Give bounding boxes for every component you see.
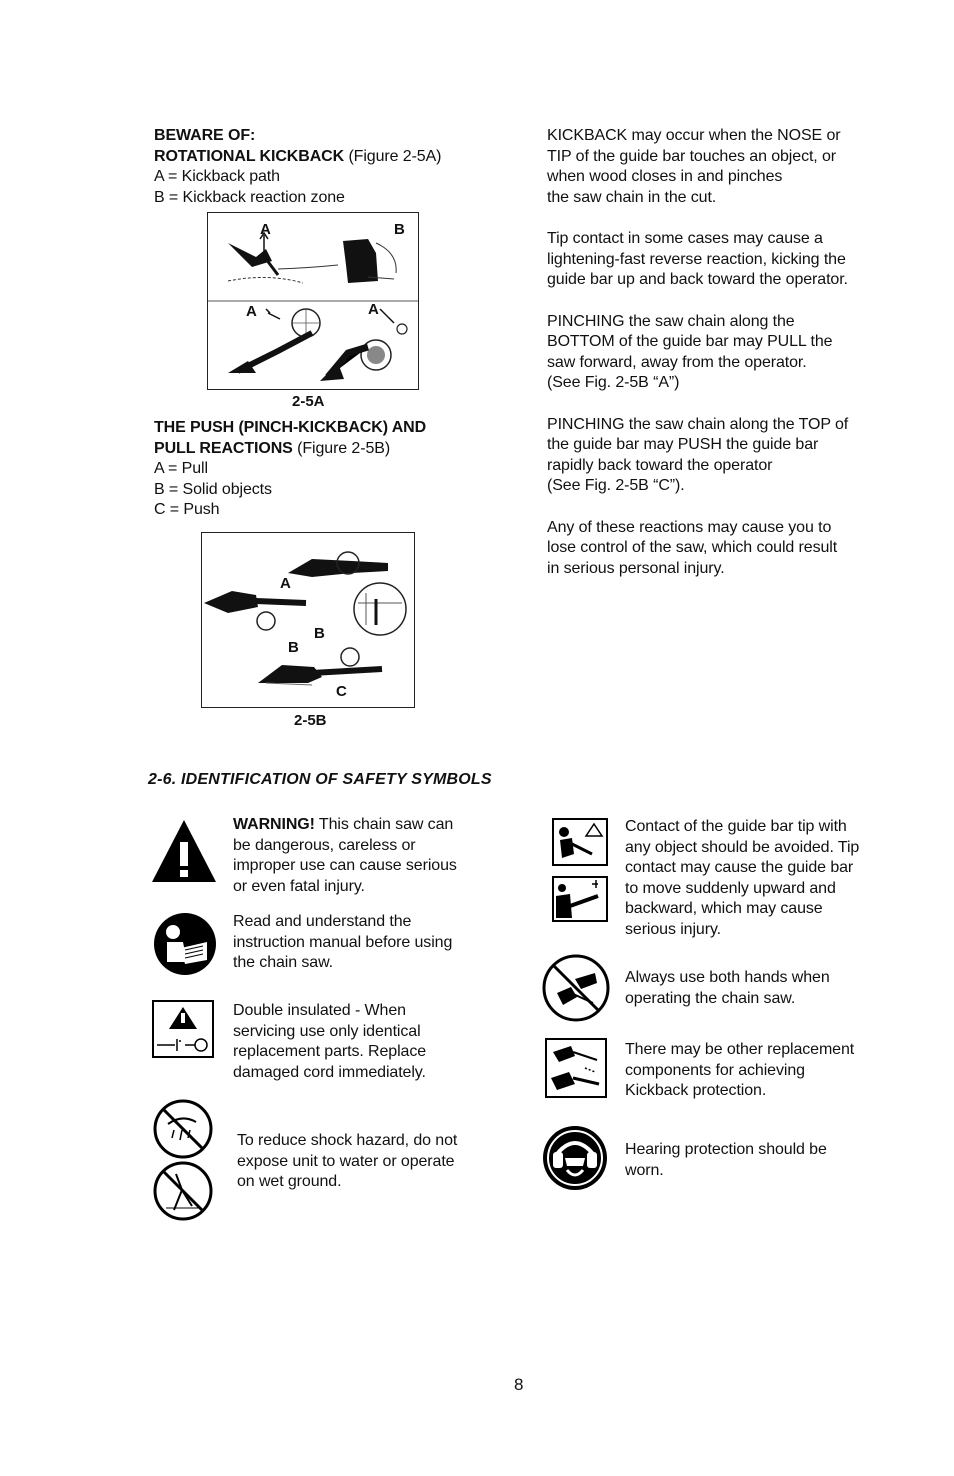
push-title-line2 [154,439,426,460]
rotational-kickback-block [154,126,441,208]
text-line: BOTTOM of the guide bar may PULL the [547,333,833,350]
fig-a-label-b-top: B [394,221,405,238]
push-item: A = Pull [154,460,208,477]
text-line: PINCHING the saw chain along the TOP of [547,415,849,433]
kickback-paragraph [547,126,848,208]
tip-contact-line: serious injury. [625,920,722,938]
insulated-line: Double insulated - When [233,1002,406,1019]
manual-line: instruction manual before using [233,933,453,951]
warning-line-rest: This chain saw can [314,816,454,833]
hearing-line: worn. [625,1161,664,1179]
kickback-explanation [547,126,848,600]
shock-text [237,1131,457,1193]
manual-text [233,912,452,974]
text-line: the guide bar may PUSH the guide bar [547,436,819,453]
push-pull-block [154,418,426,521]
text-line: lightening-fast reverse reaction, kicking the [547,250,846,268]
fig-a-label-a-left: A [246,303,257,320]
text-line: guide bar up and back toward the operator. [547,271,848,288]
warning-text [233,815,457,897]
hearing-text [625,1140,827,1181]
warning-bold: WARNING! [233,816,315,833]
fig-b-label-c: C [336,683,347,700]
shock-line: on wet ground. [237,1173,342,1190]
replacement-components-icon [545,1038,607,1098]
manual-line: Read and understand the [233,913,412,930]
rotational-title-bold: ROTATIONAL KICKBACK [154,147,345,165]
tip-contact-line: to move suddenly upward and [625,879,836,897]
insulated-line: damaged cord immediately. [233,1063,426,1081]
double-insulated-text [233,1001,426,1083]
manual-line: the chain saw. [233,954,333,971]
warning-line: improper use can cause serious [233,857,457,874]
warning-line: be dangerous, careless or [233,836,416,854]
tip-contact-line: backward, which may cause [625,900,823,917]
fig-a-label-a-right: A [368,301,379,318]
two-hands-text [625,968,830,1009]
fig-b-label-a: A [280,575,291,592]
insulated-line: replacement parts. Replace [233,1043,427,1060]
reactions-paragraph [547,518,848,580]
read-manual-icon [153,912,217,976]
text-line: KICKBACK may occur when the NOSE or [547,127,841,144]
fig-b-label-b1: B [288,639,299,656]
rotational-item: B = Kickback reaction zone [154,188,345,206]
text-line: Any of these reactions may cause you to [547,518,832,536]
text-line: TIP of the guide bar touches an object, or [547,147,837,165]
no-wet-ground-icon [152,1160,214,1222]
rotational-title-ref: (Figure 2-5A) [344,147,442,165]
push-title-ref: (Figure 2-5B) [292,439,391,457]
push-title-line1: THE PUSH (PINCH-KICKBACK) AND [154,419,427,436]
warning-triangle-icon [150,818,218,884]
hearing-protection-icon [541,1124,609,1192]
two-hands-line: operating the chain saw. [625,989,796,1007]
shock-line: To reduce shock hazard, do not [237,1132,458,1149]
figure-2-5b [201,532,415,708]
replacement-line: components for achieving [625,1061,805,1079]
warning-line [233,815,457,836]
push-item: B = Solid objects [154,480,272,498]
insulated-line: servicing use only identical [233,1022,421,1040]
text-line: lose control of the saw, which could result [547,539,838,556]
figure-2-5a-caption: 2-5A [292,393,325,410]
pinching-bottom-paragraph [547,312,848,394]
push-title-bold: PULL REACTIONS [154,439,293,457]
hearing-line: Hearing protection should be [625,1141,827,1158]
tip-contact-text [625,817,859,940]
rotational-item: A = Kickback path [154,168,280,185]
text-line: rapidly back toward the operator [547,456,773,474]
pinching-top-paragraph [547,415,848,497]
text-line: (See Fig. 2-5B “A”) [547,374,680,391]
text-line: the saw chain in the cut. [547,188,717,206]
figure-2-5a [207,212,419,390]
replacement-text [625,1040,854,1102]
tip-contact-line: Contact of the guide bar tip with [625,818,847,835]
no-water-icon [152,1098,214,1160]
text-line: Tip contact in some cases may cause a [547,230,823,247]
fig-b-label-b2: B [314,625,325,642]
beware-heading: BEWARE OF: [154,127,256,144]
shock-line: expose unit to water or operate [237,1152,455,1170]
rotational-title [154,147,441,168]
push-pull-illustration [202,533,414,707]
text-line: (See Fig. 2-5B “C”). [547,477,685,494]
replacement-line: There may be other replacement [625,1041,855,1058]
two-hands-icon [541,953,611,1023]
replacement-line: Kickback protection. [625,1082,767,1099]
text-line: PINCHING the saw chain along the [547,312,795,330]
tip-contact-line: contact may cause the guide bar [625,859,854,876]
section-title: 2-6. IDENTIFICATION OF SAFETY SYMBOLS [148,771,492,788]
figure-2-5b-caption: 2-5B [294,712,327,729]
kickback-saw-icon [552,876,608,922]
warning-line: or even fatal injury. [233,877,365,895]
tip-contact-paragraph [547,229,848,291]
push-item: C = Push [154,501,220,518]
tip-contact-line: any object should be avoided. Tip [625,838,860,856]
text-line: in serious personal injury. [547,559,725,577]
text-line: saw forward, away from the operator. [547,353,807,371]
double-insulated-icon [151,999,215,1059]
fig-a-label-a-top: A [260,221,271,238]
text-line: when wood closes in and pinches [547,168,783,185]
two-hands-line: Always use both hands when [625,969,830,986]
kickback-illustration [208,213,418,389]
tip-contact-icon [552,818,608,866]
page-number: 8 [514,1375,524,1394]
